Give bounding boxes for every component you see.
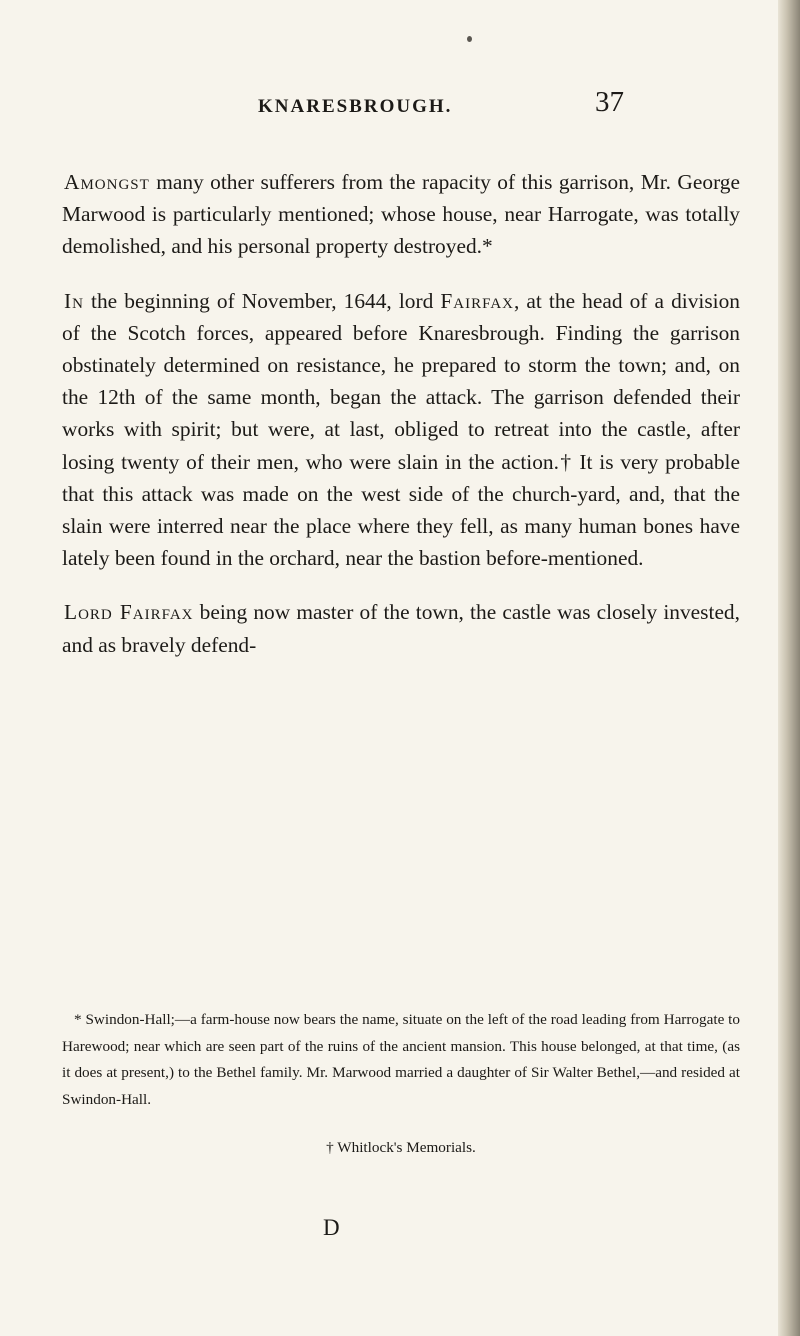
paragraph-3: [62, 596, 740, 660]
footnotes: [62, 1007, 740, 1162]
print-speck: [467, 36, 472, 42]
paragraph-3-lead: Lord Fairfax: [64, 600, 194, 625]
paragraph-3-text: being now master of the town, the castle was closely invested, and as bravely defend-: [62, 600, 740, 657]
page-edge-shadow: [778, 0, 800, 1336]
paragraph-2-name: Fairfax: [440, 288, 514, 313]
paragraph-2-text-a: the beginning of November, 1644, lord: [83, 288, 441, 313]
footnote-2: † Whitlock's Memorials.: [326, 1139, 476, 1157]
paragraph-2: [62, 285, 740, 575]
paragraph-1: [62, 166, 740, 263]
page-header: [258, 86, 658, 126]
paragraph-2-text-b: , at the head of a division of the Scotch forces, appeared before Knaresbrough. Finding the garrison obstinately determined on resistance, he prepared to storm the town; and, on the 12th of the same month, began the attack. The garrison defended their works with spirit; but were, at last, obliged to retreat into the castle, after losing twenty of their men, who were slain in the action.† It is very probable that this attack was made on the west side of the church-yard, and, that the slain were interred near the place where they fell, as many human bones have lately been found in the orchard, near the bastion before-mentioned.: [62, 288, 740, 571]
signature-mark: D: [323, 1215, 340, 1240]
body-text: [62, 166, 740, 683]
running-head: KNARESBROUGH.: [258, 96, 453, 117]
paragraph-2-lead: In: [64, 288, 84, 313]
paragraph-1-lead: Amongst: [64, 170, 150, 194]
paragraph-1-text: many other sufferers from the rapacity of this garrison, Mr. George Marwood is particularly mentioned; whose house, near Harrogate, was totally demolished, and his personal property destroyed.*: [62, 170, 740, 259]
page-number: 37: [595, 86, 624, 118]
footnote-1: * Swindon-Hall;—a farm-house now bears the name, situate on the left of the road leading from Harrogate to Harewood; near which are seen part of the ruins of the ancient mansion. This house belonged, at that time, (as it does at present,) to the Bethel family. Mr. Marwood married a daughter of Sir Walter Bethel,—and resided at Swindon-Hall.: [62, 1011, 740, 1108]
